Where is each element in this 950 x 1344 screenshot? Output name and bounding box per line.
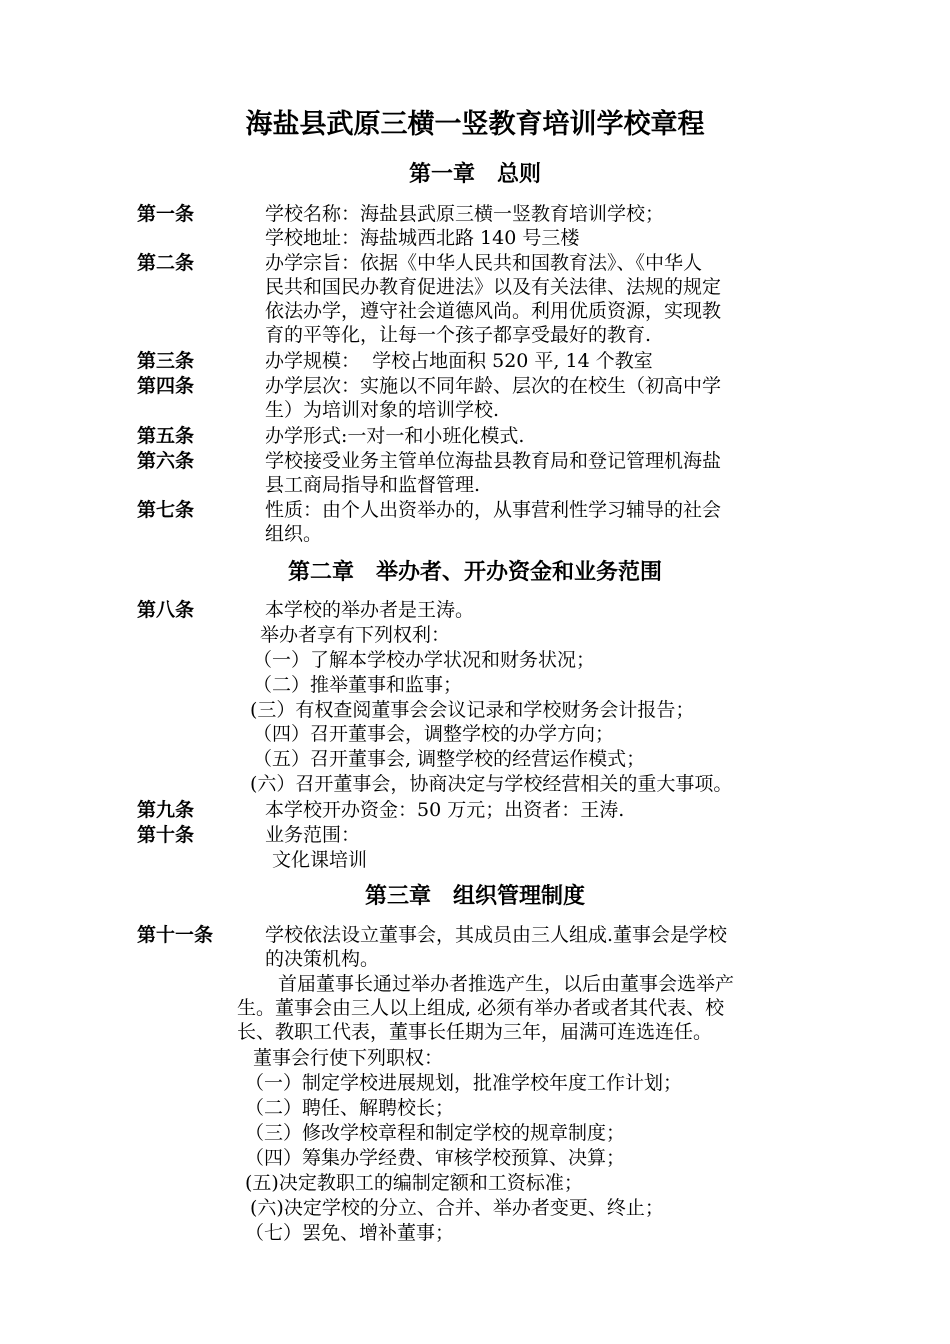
article-11-line-1: 学校依法设立董事会，其成员由三人组成.董事会是学校 [265,924,728,946]
article-3-line-1: 办学规模： 学校占地面积 520 平, 14 个教室 [265,350,653,372]
document-title: 海盐县武原三横一竖教育培训学校章程 [245,109,705,140]
article-label-9: 第九条 [137,799,195,821]
article-2-line-3: 依法办学，遵守社会道德风尚。利用优质资源，实现教 [265,300,722,322]
article-11-line-4: 生。董事会由三人以上组成, 必须有举办者或者其代表、校 [237,997,725,1019]
article-11-line-2: 的决策机构。 [265,948,380,970]
article-label-10: 第十条 [137,824,195,846]
article-4-line-2: 生）为培训对象的培训学校. [265,399,500,421]
article-5-line-1: 办学形式:一对一和小班化模式. [265,425,525,447]
article-11-line-3: 首届董事长通过举办者推选产生，以后由董事会选举产 [278,973,735,995]
article-9-line-1: 本学校开办资金：50 万元；出资者：王涛. [265,799,625,821]
chapter-heading-1: 第一章 总则 [408,162,541,187]
article-11-line-6: 董事会行使下列职权： [253,1047,444,1069]
article-11-line-5: 长、教职工代表，董事长任期为三年，届满可连选连任。 [237,1021,713,1043]
article-10-line-2: 文化课培训 [272,849,368,871]
article-11-line-11: (五)决定教职工的编制定额和工资标准； [245,1172,583,1194]
article-8-line-7: （五）召开董事会, 调整学校的经营运作模式； [253,748,646,770]
article-8-line-1: 本学校的举办者是王涛。 [265,599,475,621]
article-11-line-13: （七）罢免、增补董事； [245,1222,455,1244]
article-label-2: 第二条 [137,252,195,274]
article-label-6: 第六条 [137,450,195,472]
article-8-line-2: 举办者享有下列权利： [260,624,451,646]
article-label-3: 第三条 [137,350,195,372]
article-11-line-9: （三）修改学校章程和制定学校的规章制度； [245,1122,626,1144]
article-1-line-2: 学校地址：海盐城西北路 140 号三楼 [265,227,580,249]
article-8-line-3: （一）了解本学校办学状况和财务状况； [253,649,596,671]
article-8-line-4: （二）推举董事和监事； [253,674,463,696]
article-label-1: 第一条 [137,203,195,225]
article-6-line-1: 学校接受业务主管单位海盐县教育局和登记管理机海盐 [265,450,722,472]
article-7-line-1: 性质：由个人出资举办的，从事营利性学习辅导的社会 [265,499,722,521]
article-8-line-6: （四）召开董事会，调整学校的办学方向； [253,723,615,745]
article-label-4: 第四条 [137,375,195,397]
article-11-line-10: （四）筹集办学经费、审核学校预算、决算； [245,1147,626,1169]
article-11-line-12: (六)决定学校的分立、合并、举办者变更、终止； [250,1197,664,1219]
article-1-line-1: 学校名称：海盐县武原三横一竖教育培训学校； [265,203,665,225]
article-6-line-2: 县工商局指导和监督管理. [265,474,481,496]
article-7-line-2: 组织。 [265,523,323,545]
article-label-11: 第十一条 [137,924,214,946]
article-11-line-7: （一）制定学校进展规划，批准学校年度工作计划； [245,1072,683,1094]
article-2-line-1: 办学宗旨：依据《中华人民共和国教育法》、《中华人 [265,252,703,274]
article-2-line-4: 育的平等化，让每一个孩子都享受最好的教育. [265,324,652,346]
article-4-line-1: 办学层次：实施以不同年龄、层次的在校生（初高中学 [265,375,722,397]
chapter-heading-2: 第二章 举办者、开办资金和业务范围 [287,560,662,585]
article-8-line-5: (三）有权查阅董事会会议记录和学校财务会计报告； [250,699,695,721]
article-10-line-1: 业务范围： [265,824,361,846]
article-label-8: 第八条 [137,599,195,621]
article-2-line-2: 民共和国民办教育促进法》以及有关法律、法规的规定 [265,276,722,298]
article-label-7: 第七条 [137,499,195,521]
chapter-heading-3: 第三章 组织管理制度 [364,884,585,909]
article-11-line-8: （二）聘任、解聘校长； [245,1097,455,1119]
article-label-5: 第五条 [137,425,195,447]
article-8-line-8: (六）召开董事会，协商决定与学校经营相关的重大事项。 [250,773,733,795]
